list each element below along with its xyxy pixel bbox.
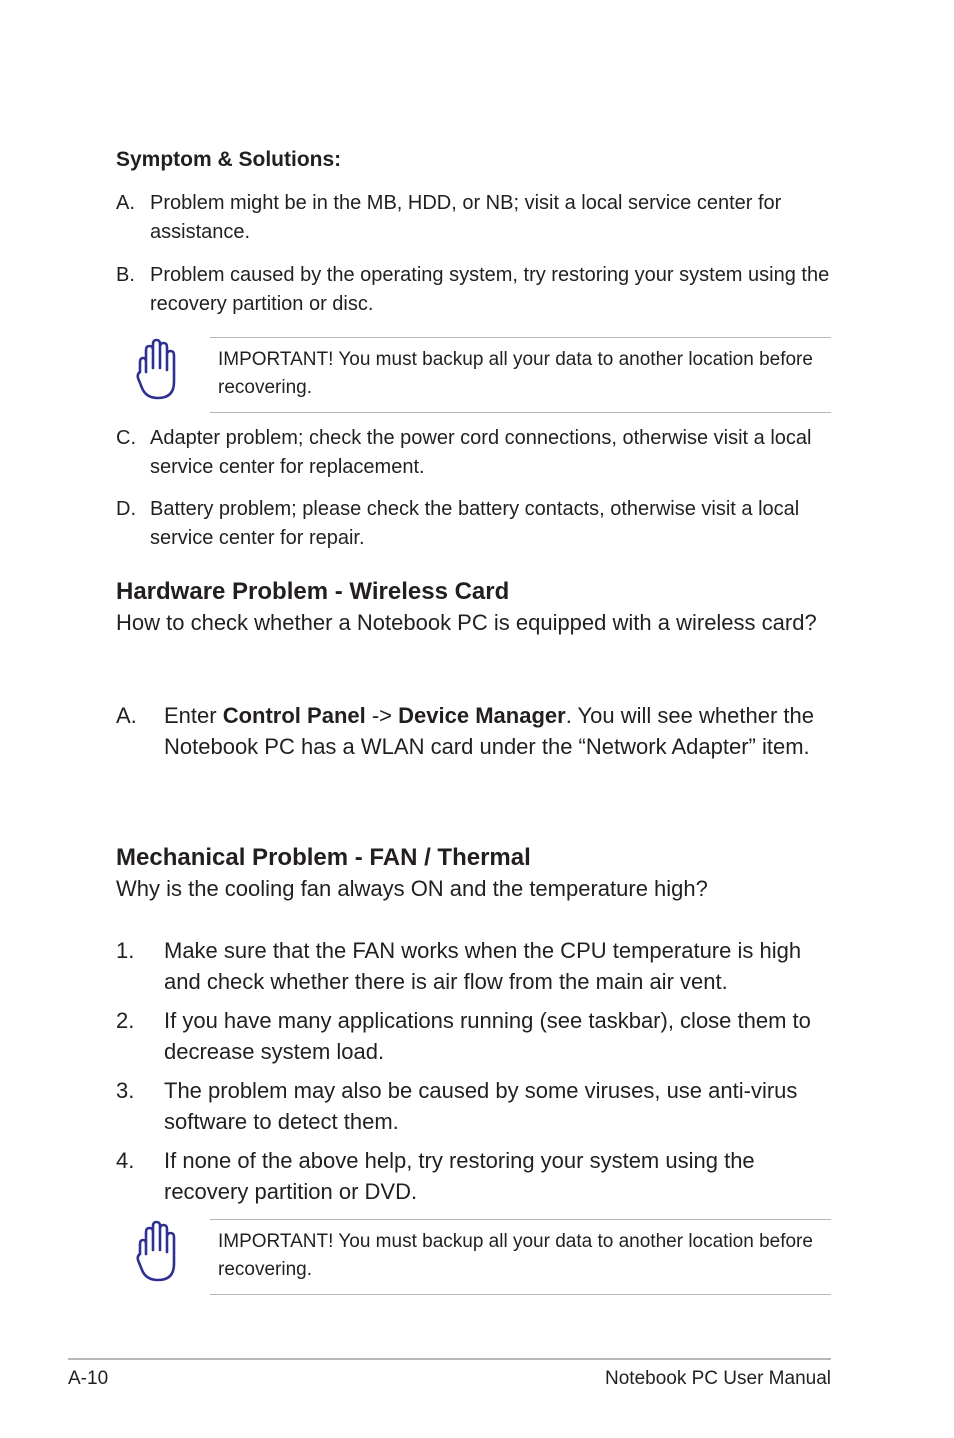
item-text	[164, 700, 836, 762]
footer-divider	[68, 1358, 831, 1360]
item-letter: C.	[116, 427, 136, 449]
page-number: A-10	[68, 1368, 109, 1389]
item-number: 3.	[116, 1078, 135, 1103]
section-intro: How to check whether a Notebook PC is equipped with a wireless card?	[116, 610, 817, 635]
list-item	[116, 1005, 836, 1067]
control-panel-text: Control Panel	[222, 703, 366, 728]
item-letter: D.	[116, 498, 136, 520]
item-text: Adapter problem; check the power cord connections, otherwise visit a local service center for replacement.	[150, 427, 812, 478]
list-item	[116, 495, 836, 553]
item-text: Problem caused by the operating system, try restoring your system using the recovery partition or disc.	[150, 264, 830, 315]
item-text: The problem may also be caused by some viruses, use anti-virus software to detect them.	[164, 1078, 798, 1134]
list-item	[116, 935, 836, 997]
hand-stop-icon	[134, 338, 182, 402]
symptom-heading: Symptom & Solutions:	[116, 148, 342, 171]
item-number: 1.	[116, 938, 135, 963]
list-item	[116, 424, 836, 482]
item-letter: A.	[116, 703, 137, 728]
section-title: Hardware Problem - Wireless Card	[116, 578, 510, 605]
item-number: 2.	[116, 1008, 135, 1033]
arrow-text: ->	[371, 703, 393, 728]
item-letter: B.	[116, 264, 135, 286]
item-text: If none of the above help, try restoring your system using the recovery partition or DVD.	[164, 1148, 755, 1204]
manual-title: Notebook PC User Manual	[605, 1368, 831, 1389]
item-number: 4.	[116, 1148, 135, 1173]
list-item	[116, 261, 836, 319]
enter-text: Enter	[164, 703, 217, 728]
section-title: Mechanical Problem - FAN / Thermal	[116, 844, 531, 871]
list-item	[116, 1075, 836, 1137]
device-manager-text: Device Manager	[398, 703, 566, 728]
important-note: IMPORTANT! You must backup all your data to another location before recovering.	[210, 1219, 831, 1295]
item-text: Problem might be in the MB, HDD, or NB; visit a local service center for assistance.	[150, 192, 782, 243]
item-text: Make sure that the FAN works when the CPU temperature is high and check whether there is air flow from the main air vent.	[164, 938, 802, 994]
hand-stop-icon	[134, 1220, 182, 1284]
important-note: IMPORTANT! You must backup all your data to another location before recovering.	[210, 337, 831, 413]
list-item	[116, 189, 836, 247]
list-item	[116, 700, 836, 762]
section-intro: Why is the cooling fan always ON and the temperature high?	[116, 876, 708, 901]
item-letter: A.	[116, 192, 135, 214]
item-text: Battery problem; please check the battery contacts, otherwise visit a local service center for repair.	[150, 498, 800, 549]
list-item	[116, 1145, 836, 1207]
step-rest-text: . You will see whether the Notebook PC has a WLAN card under the “Network Adapter” item.	[164, 703, 814, 759]
item-text: If you have many applications running (see taskbar), close them to decrease system load.	[164, 1008, 811, 1064]
